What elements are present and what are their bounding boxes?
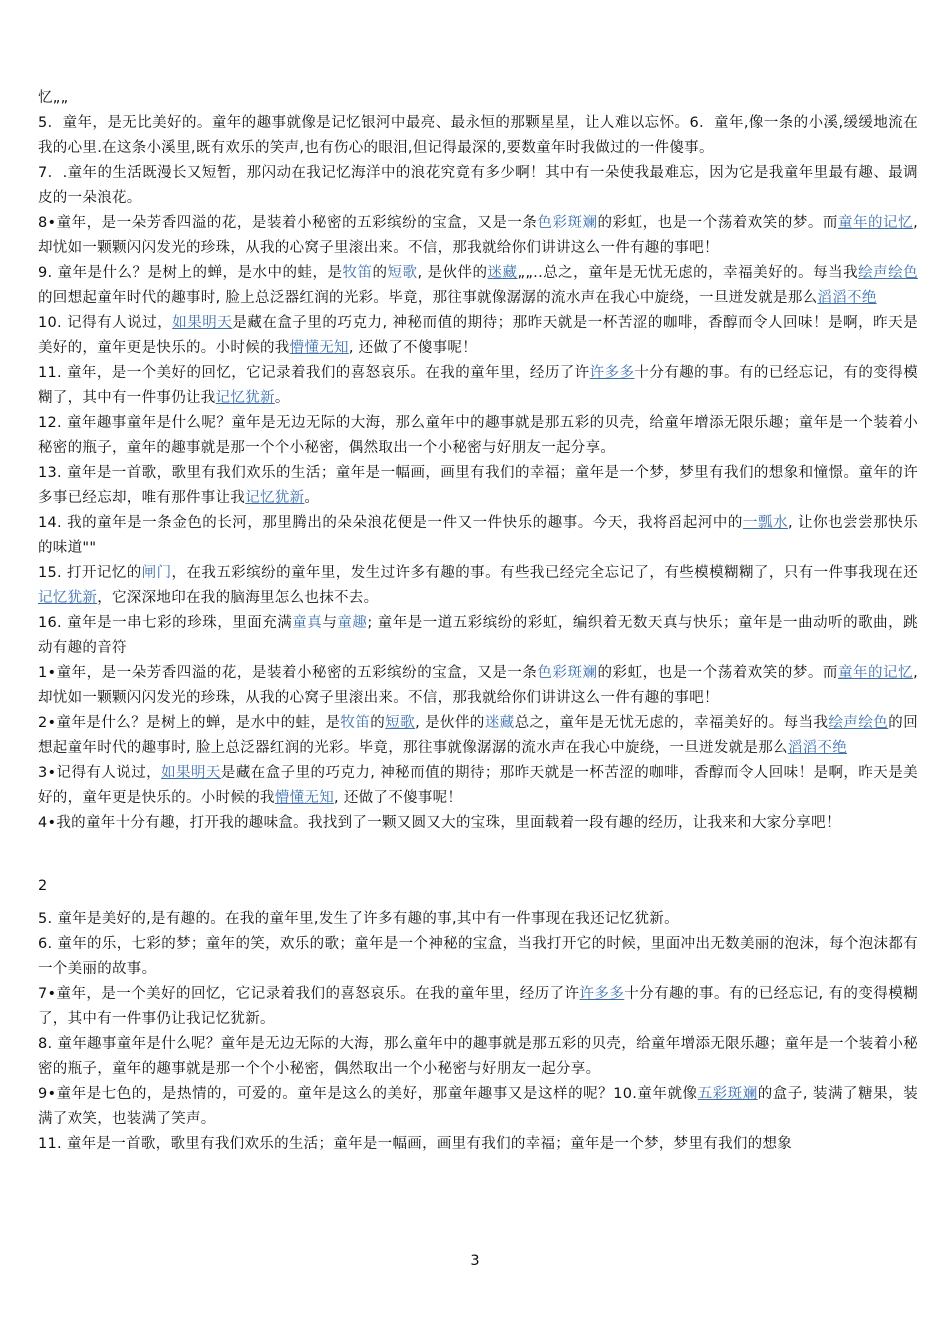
text-run: ; 童年是一道五彩缤纷的彩虹，编织着无数天真与快乐；童年是一曲动听的歌曲，跳动有趣的音符: [38, 615, 918, 656]
text-run: , 却忧如一颗颗闪闪发光的珍珠，从我的心窝子里滚出来。不信，那我就给你们讲讲这么一件有趣的事吧！: [38, 215, 918, 256]
hyperlink-phrase[interactable]: 短歌: [385, 715, 416, 731]
hyperlink-phrase[interactable]: 色彩斑斓: [537, 665, 598, 681]
text-run: „„..总之，童年是无忧无虑的，幸福美好的。每当我: [517, 265, 859, 281]
text-run: 5. 童年是美好的,是有趣的。在我的童年里,发生了许多有趣的事,其中有一件事现在我还记忆犹新。: [38, 911, 679, 927]
hyperlink-phrase[interactable]: 色彩斑斓: [537, 215, 598, 231]
text-run: 是藏在盒子里的巧克力, 神秘而值的期待；那昨天就是一杯苦涩的咖啡，香醇而令人回味！是啊，昨天是美好的，童年更是快乐的。小时候的我: [38, 765, 918, 806]
text-run: ，在我五彩缤纷的童年里，发生过许多有趣的事。有些我已经完全忘记了，有些模模糊糊了，只有一件事我现在还: [171, 565, 919, 581]
text-run: , 让你也尝尝那快乐的味道"": [38, 515, 918, 556]
text-run: 13. 童年是一首歌，歌里有我们欢乐的生活；童年是一幅画，画里有我们的幸福；童年是一个梦，梦里有我们的想象和憧憬。童年的许多事已经忘却，唯有那件事让我: [38, 465, 918, 506]
text-run: 11. 童年，是一个美好的回忆，它记录着我们的喜怒哀乐。在我的童年里，经历了许: [38, 365, 590, 381]
text-run: , 还做了不傻事呢！: [348, 340, 478, 356]
paragraph: [38, 907, 918, 932]
paragraph: [38, 111, 918, 161]
paragraph: [38, 761, 918, 811]
hyperlink-phrase[interactable]: 五彩斑斓: [697, 1086, 758, 1102]
text-run: 2•童年是什么？是树上的蝉，是水中的蛙，是: [38, 715, 341, 731]
section-number: 2: [38, 878, 48, 894]
paragraph: [38, 811, 918, 836]
text-run: 12. 童年趣事童年是什么呢？童年是无边无际的大海，那么童年中的趣事就是那五彩的贝壳，给童年增添无限乐趣；童年是一个装着小秘密的瓶子，童年的趣事就是那一个个小秘密，偶然取出一个小秘密与好朋友一起分享。: [38, 415, 918, 456]
text-run: 7．.童年的生活既漫长又短暂，那闪动在我记忆海洋中的浪花究竟有多少啊！其中有一朵使我最难忘，因为它是我童年里最有趣、最调皮的一朵浪花。: [38, 165, 918, 206]
text-run: 的回想起童年时代的趣事时, 脸上总泛器红润的光彩。毕竟，那往事就像潺潺的流水声在我心中旋绕，一旦迸发就是那么: [38, 290, 818, 306]
text-run: ，它深深地印在我的脑海里怎么也抹不去。: [97, 590, 379, 606]
hyperlink-phrase[interactable]: 绘声绘色: [858, 265, 918, 281]
hyperlink-phrase[interactable]: 滔滔不绝: [817, 290, 877, 306]
document-body: [38, 86, 918, 1157]
hyperlink-phrase[interactable]: 懵懂无知: [289, 340, 349, 356]
text-run: 8•童年，是一朵芳香四溢的花，是装着小秘密的五彩缤纷的宝盒，又是一条: [38, 215, 538, 231]
paragraph: [38, 411, 918, 461]
text-run: 的: [370, 715, 386, 731]
hyperlink-phrase[interactable]: 懵懂无知: [274, 790, 335, 806]
text-run: 的彩虹，也是一个荡着欢笑的梦。而: [597, 665, 838, 681]
paragraph: [38, 361, 918, 411]
essay-openings-list-2: [38, 907, 918, 1157]
text-run: 的彩虹，也是一个荡着欢笑的梦。而: [597, 215, 838, 231]
hyperlink-phrase[interactable]: 牧笛: [340, 715, 371, 731]
text-run: 10. 记得有人说过，: [38, 315, 173, 331]
hyperlink-phrase[interactable]: 短歌: [387, 265, 418, 281]
text-run: 的盒子, 装满了糖果，装满了欢笑，也装满了笑声。: [38, 1086, 918, 1127]
text-run: 5．童年，是无比美好的。童年的趣事就像是记忆银河中最亮、最永恒的那颗星星，让人难以忘怀。6．童年,像一条的小溪,缓缓地流在我的心里.在这条小溪里,既有欢乐的笑声,也有伤心的眼泪,但记得最深的,要数童年时我做过的一件傻事。: [38, 115, 918, 156]
text-run: 。: [274, 390, 290, 406]
text-run: 3•记得有人说过，: [38, 765, 162, 781]
text-run: 14. 我的童年是一条金色的长河，那里腾出的朵朵浪花便是一件又一件快乐的趣事。今天，我将舀起河中的: [38, 515, 743, 531]
text-run: 1•童年，是一朵芳香四溢的花，是装着小秘密的五彩缤纷的宝盒，又是一条: [38, 665, 538, 681]
hyperlink-phrase[interactable]: 绘声绘色: [828, 715, 889, 731]
hyperlink-phrase[interactable]: 童趣: [337, 615, 368, 631]
page-number: 3: [470, 1253, 480, 1269]
text-run: , 却忧如一颗颗闪闪发光的珍珠，从我的心窝子里滚出来。不信，那我就给你们讲讲这么一件有趣的事吧！: [38, 665, 918, 706]
paragraph: [38, 211, 918, 261]
hyperlink-phrase[interactable]: 童年的记忆: [837, 665, 914, 681]
hyperlink-phrase[interactable]: 记忆犹新: [245, 490, 305, 506]
hyperlink-phrase[interactable]: 牧笛: [342, 265, 373, 281]
hyperlink-phrase[interactable]: 记忆犹新: [38, 590, 98, 606]
text-run: 11. 童年是一首歌，歌里有我们欢乐的生活；童年是一幅画，画里有我们的幸福；童年是一个梦，梦里有我们的想象: [38, 1136, 793, 1152]
text-run: 。: [304, 490, 320, 506]
paragraph: [38, 561, 918, 611]
text-run: 7•童年，是一个美好的回忆，它记录着我们的喜怒哀乐。在我的童年里，经历了许: [38, 986, 580, 1002]
hyperlink-phrase[interactable]: 一瓢水: [742, 515, 789, 531]
paragraph: [38, 461, 918, 511]
text-run: , 是伙伴的: [417, 265, 488, 281]
text-run: 15. 打开记忆的: [38, 565, 142, 581]
text-run: 与: [322, 615, 338, 631]
paragraph: [38, 1082, 918, 1132]
text-run: 十分有趣的事。有的已经忘记, 有的变得模糊了，其中有一件事仍让我记忆犹新。: [38, 986, 918, 1027]
paragraph: [38, 1132, 918, 1157]
text-run: 总之，童年是无忧无虑的，幸福美好的。每当我: [514, 715, 829, 731]
text-run: 8. 童年趣事童年是什么呢？童年是无边无际的大海，那么童年中的趣事就是那五彩的贝壳，给童年增添无限乐趣；童年是一个装着小秘密的瓶子，童年的趣事就是那一个个小秘密，偶然取出一个小秘密与好朋友一起分享。: [38, 1036, 918, 1077]
essay-openings-list: [38, 86, 918, 836]
text-run: 的: [372, 265, 388, 281]
text-run: , 是伙伴的: [415, 715, 485, 731]
hyperlink-phrase[interactable]: 如果明天: [161, 765, 221, 781]
hyperlink-phrase[interactable]: 滔滔不绝: [787, 740, 848, 756]
paragraph: [38, 86, 918, 111]
hyperlink-phrase[interactable]: 迷藏: [484, 715, 515, 731]
hyperlink-phrase[interactable]: 迷藏: [487, 265, 518, 281]
text-run: 的回想起童年时代的趣事时, 脸上总泛器红润的光彩。毕竟，那往事就像潺潺的流水声在我心中旋绕，一旦迸发就是那么: [38, 715, 918, 756]
text-run: 6. 童年的乐，七彩的梦；童年的笑，欢乐的歌；童年是一个神秘的宝盒，当我打开它的时候，里面冲出无数美丽的泡沫，每个泡沫都有一个美丽的故事。: [38, 936, 918, 977]
paragraph: [38, 311, 918, 361]
hyperlink-phrase[interactable]: 许多多: [589, 365, 635, 381]
text-run: 9. 童年是什么？是树上的蝉，是水中的蛙，是: [38, 265, 343, 281]
paragraph: [38, 161, 918, 211]
hyperlink-phrase[interactable]: 记忆犹新: [215, 390, 275, 406]
paragraph: [38, 611, 918, 661]
section-gap: [38, 836, 918, 874]
hyperlink-phrase[interactable]: 童真: [292, 615, 323, 631]
text-run: 4•我的童年十分有趣，打开我的趣味盒。我找到了一颗又圆又大的宝珠，里面载着一段有趣的经历，让我来和大家分享吧！: [38, 815, 841, 831]
hyperlink-phrase[interactable]: 闸门: [141, 565, 172, 581]
paragraph: [38, 511, 918, 561]
text-run: , 还做了不傻事呢！: [334, 790, 463, 806]
text-run: 16. 童年是一串七彩的珍珠，里面充满: [38, 615, 293, 631]
text-run: 忆„„: [38, 90, 69, 106]
paragraph: [38, 982, 918, 1032]
paragraph: [38, 711, 918, 761]
paragraph: [38, 932, 918, 982]
text-run: 9•童年是七色的，是热情的，可爱的。童年是这么的美好，那童年趣事又是这样的呢？10.童年就像: [38, 1086, 698, 1102]
paragraph: [38, 261, 918, 311]
hyperlink-phrase[interactable]: 许多多: [579, 986, 625, 1002]
text-run: 十分有趣的事。有的已经忘记，有的变得模糊了，其中有一件事仍让我: [38, 365, 918, 406]
hyperlink-phrase[interactable]: 如果明天: [172, 315, 233, 331]
paragraph: [38, 1032, 918, 1082]
text-run: 是藏在盒子里的巧克力, 神秘而值的期待；那昨天就是一杯苦涩的咖啡，香醇而令人回味！是啊，昨天是美好的，童年更是快乐的。小时候的我: [38, 315, 918, 356]
hyperlink-phrase[interactable]: 童年的记忆: [837, 215, 914, 231]
paragraph: [38, 661, 918, 711]
